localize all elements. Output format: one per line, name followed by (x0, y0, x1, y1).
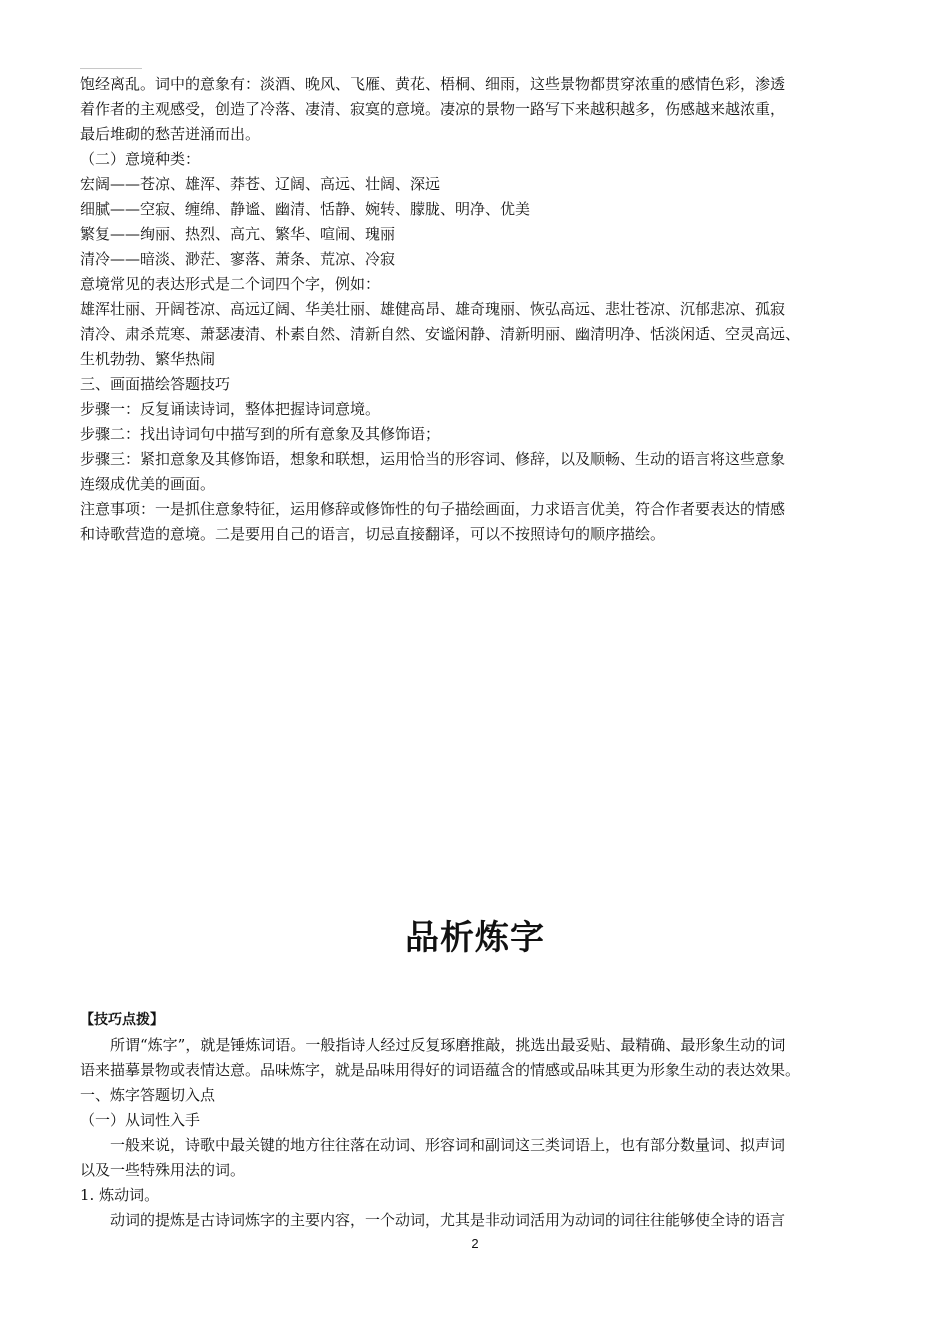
imagery-section (80, 72, 880, 547)
type-item-complex: 繁复——绚丽、热烈、高亢、繁华、喧闹、瑰丽 (80, 225, 396, 243)
types-heading: （二）意境种类： (80, 150, 201, 168)
section-title: 品析炼字 (405, 918, 545, 958)
page-number: 2 (471, 1236, 479, 1251)
expression-intro: 意境常见的表达形式是二个词四个字，例如： (80, 275, 381, 293)
part-paragraph: 一般来说，诗歌中最关键的地方往往落在动词、形容词和副词这三类词语上，也有部分数量词、拟声词 (110, 1136, 786, 1154)
verb-heading: 1. 炼动词。 (80, 1186, 160, 1204)
part-heading: （一）从词性入手 (80, 1111, 201, 1129)
part-paragraph: 以及一些特殊用法的词。 (80, 1161, 246, 1179)
verb-paragraph: 动词的提炼是古诗词炼字的主要内容，一个动词，尤其是非动词活用为动词的词往往能够使全诗的语言 (110, 1211, 786, 1229)
step-one: 步骤一：反复诵读诗词，整体把握诗词意境。 (80, 400, 381, 418)
notes: 和诗歌营造的意境。二是要用自己的语言，切忌直接翻译，可以不按照诗句的顺序描绘。 (80, 525, 666, 543)
header-rule (80, 68, 142, 69)
word-refining-section (80, 1008, 880, 1233)
tips-heading: 【技巧点拨】 (80, 1012, 164, 1028)
step-two: 步骤二：找出诗词句中描写到的所有意象及其修饰语； (80, 425, 441, 443)
entry-heading: 一、炼字答题切入点 (80, 1086, 216, 1104)
tips-paragraph: 所谓“炼字”，就是锤炼词语。一般指诗人经过反复琢磨推敲，挑选出最妥贴、最精确、最形象生动的词 (110, 1036, 786, 1054)
step-three: 连缀成优美的画面。 (80, 475, 216, 493)
type-item-cold: 清冷——暗淡、渺茫、寥落、萧条、荒凉、冷寂 (80, 250, 396, 268)
text-line: 着作者的主观感受，创造了冷落、凄清、寂寞的意境。凄凉的景物一路写下来越积越多，伤感越来越浓重， (80, 100, 786, 118)
expression-examples: 清冷、肃杀荒寒、萧瑟凄清、朴素自然、清新自然、安谧闲静、清新明丽、幽清明净、恬淡闲适、空灵高远、 (80, 325, 801, 343)
text-line: 最后堆砌的愁苦迸涌而出。 (80, 125, 261, 143)
step-three: 步骤三：紧扣意象及其修饰语，想象和联想，运用恰当的形容词、修辞，以及顺畅、生动的语言将这些意象 (80, 450, 786, 468)
type-item-delicate: 细腻——空寂、缠绵、静谧、幽清、恬静、婉转、朦胧、明净、优美 (80, 200, 531, 218)
type-item-grand: 宏阔——苍凉、雄浑、莽苍、辽阔、高远、壮阔、深远 (80, 175, 441, 193)
tips-paragraph: 语来描摹景物或表情达意。品味炼字，就是品味用得好的词语蕴含的情感或品味其更为形象生动的表达效果。 (80, 1061, 801, 1079)
notes: 注意事项：一是抓住意象特征，运用修辞或修饰性的句子描绘画面，力求语言优美，符合作者要表达的情感 (80, 500, 786, 518)
text-line: 饱经离乱。词中的意象有：淡酒、晚风、飞雁、黄花、梧桐、细雨，这些景物都贯穿浓重的感情色彩，渗透 (80, 75, 786, 93)
section-heading: 三、画面描绘答题技巧 (80, 375, 231, 393)
expression-examples: 生机勃勃、繁华热闹 (80, 350, 216, 368)
expression-examples: 雄浑壮丽、开阔苍凉、高远辽阔、华美壮丽、雄健高昂、雄奇瑰丽、恢弘高远、悲壮苍凉、沉郁悲凉、孤寂 (80, 300, 786, 318)
